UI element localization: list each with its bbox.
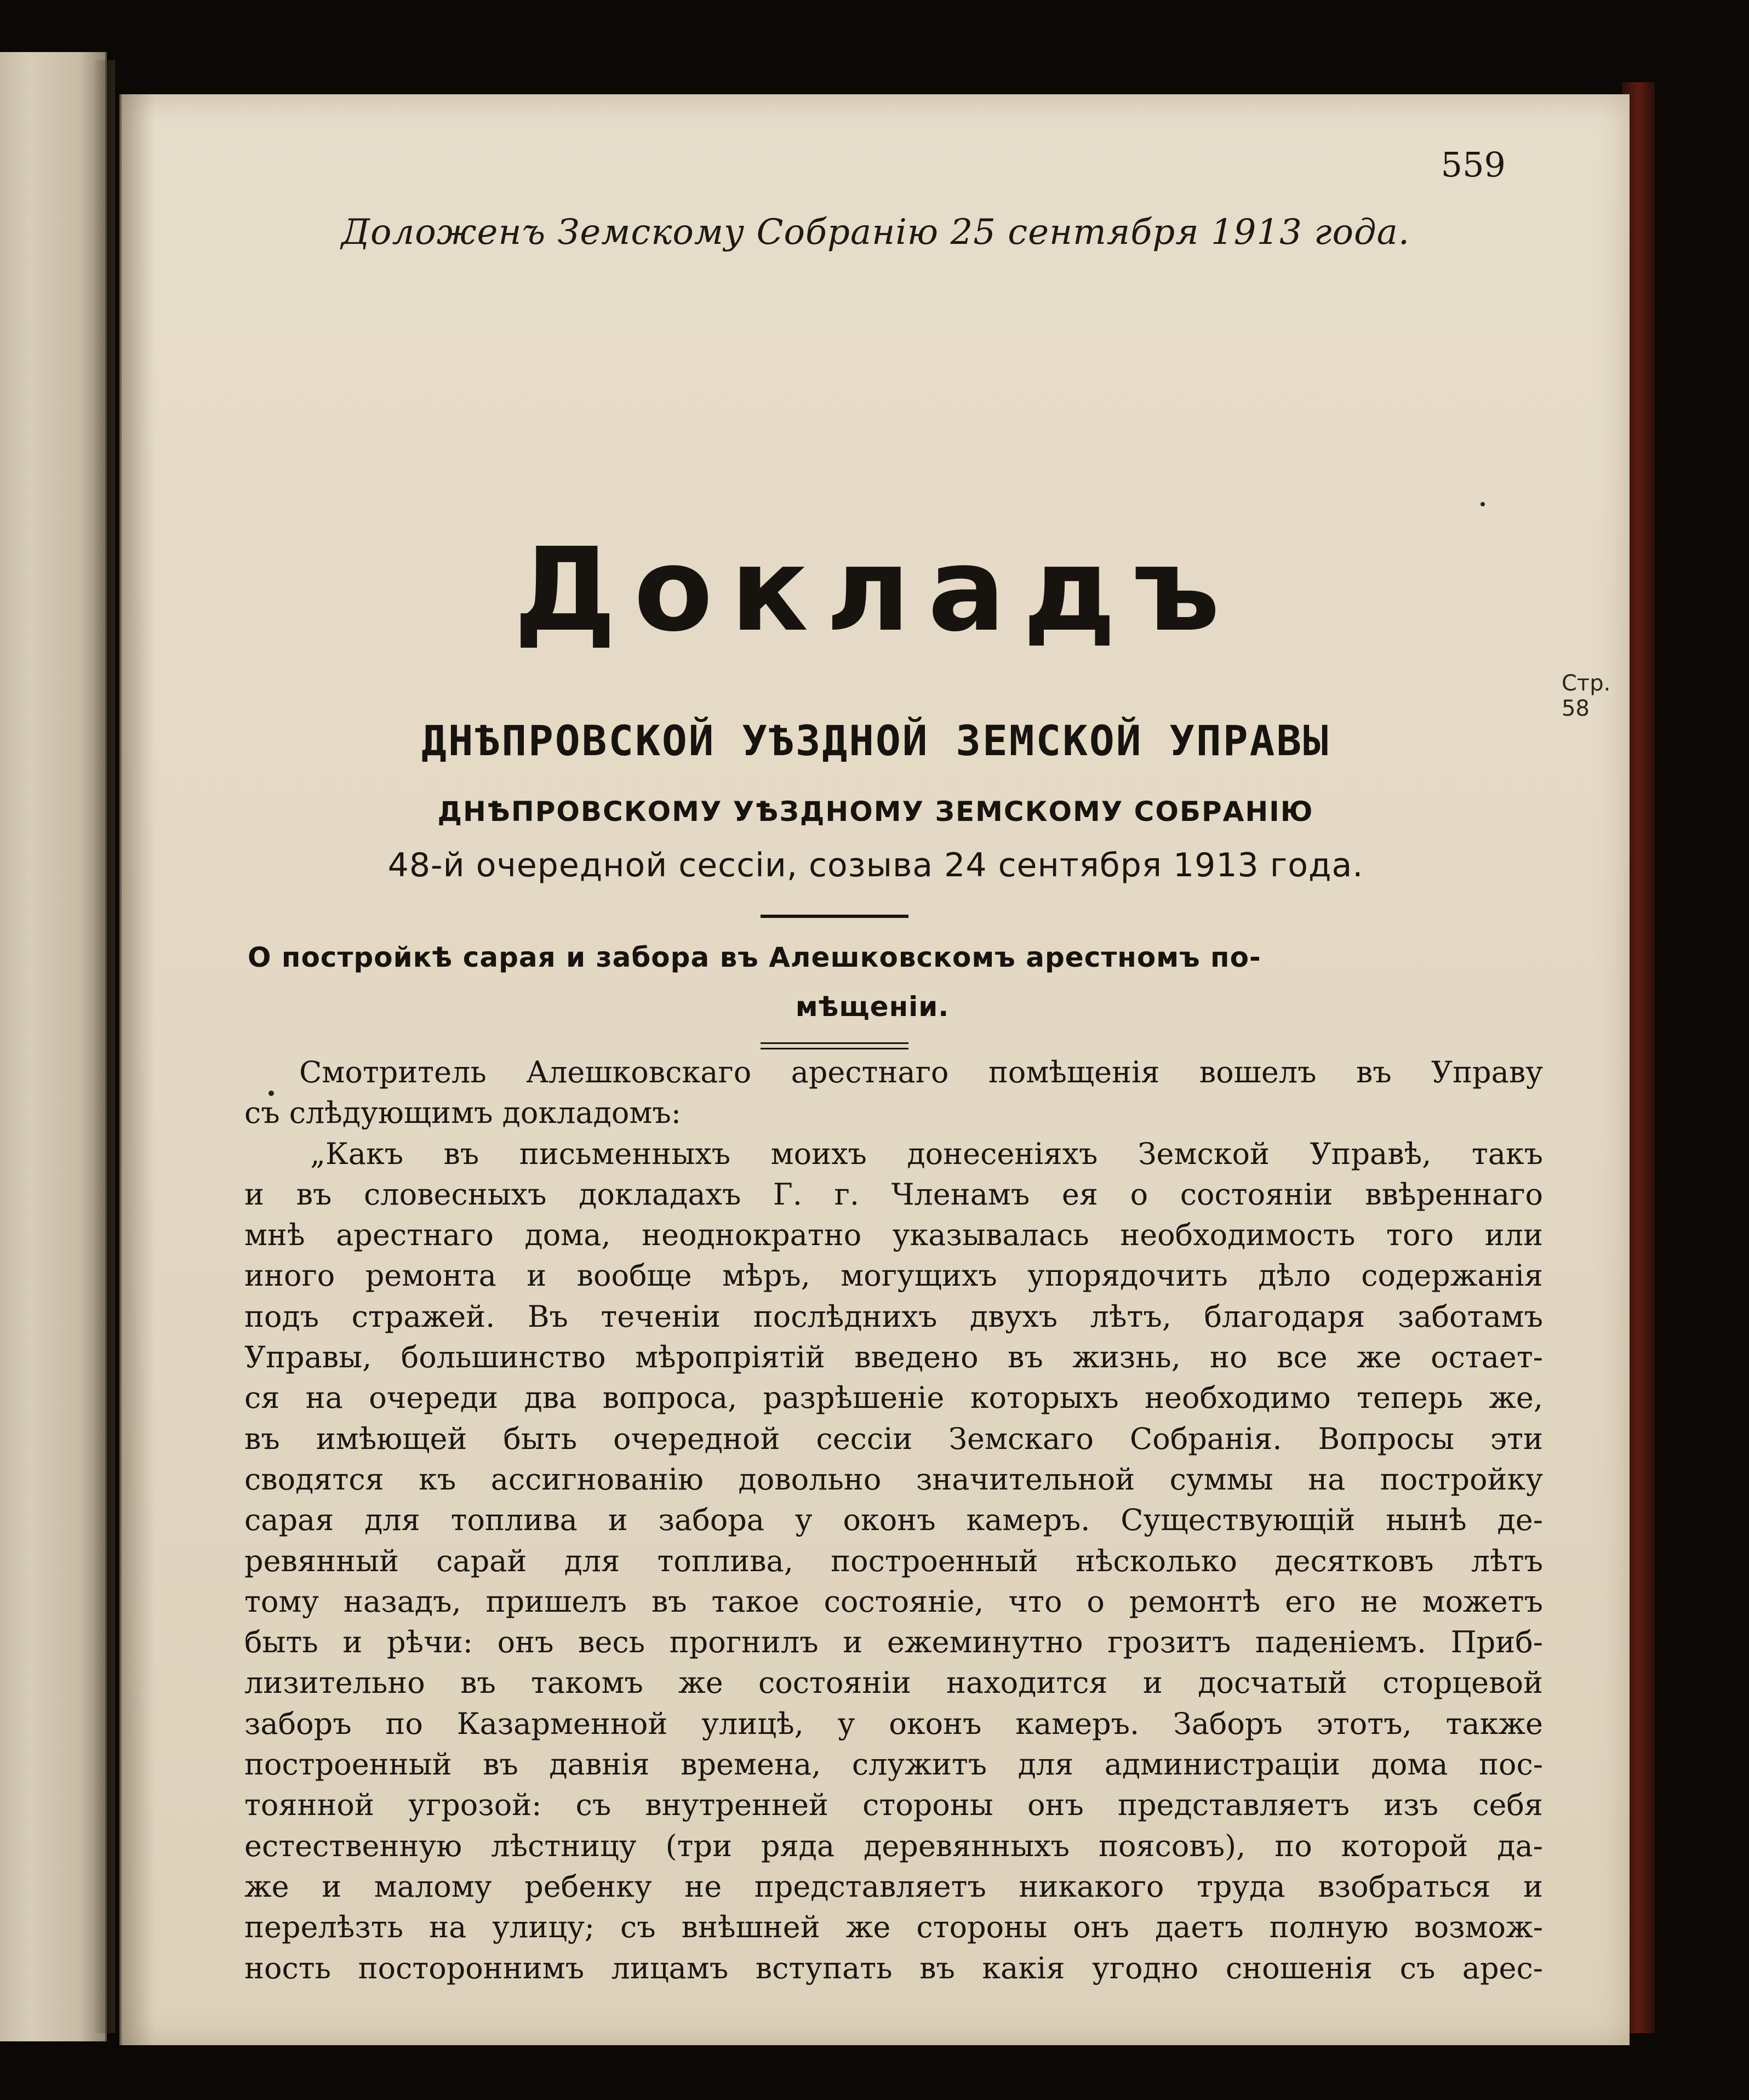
body-line: сарая для топлива и забора у оконъ камеръ. Существующій нынѣ де-	[244, 1503, 1543, 1538]
document-title: Докладъ	[513, 523, 1238, 657]
issuer-heading: ДНѢПРОВСКОЙ УѢЗДНОЙ ЗЕМСКОЙ УПРАВЫ	[421, 716, 1330, 765]
body-line: Управы, большинство мѣропріятій введено въ жизнь, но все же остает-	[244, 1340, 1543, 1375]
body-line: въ имѣющей быть очередной сессіи Земскаго Собранія. Вопросы эти	[244, 1421, 1543, 1456]
page-binding-shadow	[122, 94, 155, 2045]
body-line: „Какъ въ письменныхъ моихъ донесеніяхъ Земской Управѣ, такъ	[310, 1136, 1543, 1171]
body-line: мнѣ арестнаго дома, неоднократно указывалась необходимость того или	[244, 1218, 1543, 1253]
left-page-edge	[0, 52, 107, 2041]
body-line: тоянной угрозой: съ внутренней стороны онъ представляетъ изъ себя	[244, 1788, 1543, 1823]
body-line: съ слѣдующимъ докладомъ:	[244, 1095, 681, 1131]
body-line: подъ стражей. Въ теченіи послѣднихъ двухъ лѣтъ, благодаря заботамъ	[244, 1299, 1543, 1334]
body-line: построенный въ давнія времена, служитъ для администраціи дома пос-	[244, 1747, 1543, 1782]
subject-line-2: мѣщеніи.	[795, 991, 950, 1023]
divider-rule	[761, 915, 908, 918]
body-line: сводятся къ ассигнованію довольно значительной суммы на постройку	[244, 1462, 1543, 1497]
body-line: перелѣзть на улицу; съ внѣшней же стороны онъ даетъ полную возмож-	[244, 1910, 1543, 1945]
session-line: 48-й очередной сессіи, созыва 24 сентября 1913 года.	[387, 846, 1364, 884]
divider-rule-double-top	[761, 1042, 908, 1044]
divider-rule-double-bottom	[761, 1048, 908, 1049]
body-line: и въ словесныхъ докладахъ Г. г. Членамъ ея о состояніи ввѣреннаго	[244, 1177, 1543, 1212]
gutter-shadow	[93, 60, 115, 2033]
presented-note: Доложенъ Земскому Собранію 25 сентября 1913 года.	[341, 212, 1410, 253]
body-line: ревянный сарай для топлива, построенный нѣсколько десятковъ лѣтъ	[244, 1543, 1543, 1578]
addressee-heading: ДНѢПРОВСКОМУ УѢЗДНОМУ ЗЕМСКОМУ СОБРАНІЮ	[437, 796, 1314, 828]
subject-heading	[248, 933, 1530, 1031]
subject-line-1: О постройкѣ сарая и забора въ Алешковскомъ арестномъ по-	[248, 941, 1261, 973]
ink-mark	[1481, 502, 1485, 506]
page-number: 559	[1441, 145, 1506, 185]
body-line: иного ремонта и вообще мѣръ, могущихъ упорядочить дѣло содержанія	[244, 1258, 1543, 1293]
body-line: Смотритель Алешковскаго арестнаго помѣщенія вошелъ въ Управу	[299, 1055, 1543, 1089]
body-line: естественную лѣстницу (три ряда деревянныхъ поясовъ), по которой да-	[244, 1828, 1543, 1863]
body-line: быть и рѣчи: онъ весь прогнилъ и ежеминутно грозитъ паденіемъ. Приб-	[244, 1625, 1543, 1660]
report-body	[244, 1052, 1543, 1989]
body-line: лизительно въ такомъ же состояніи находится и досчатый сторцевой	[244, 1665, 1543, 1700]
body-line: тому назадъ, пришелъ въ такое состояніе, что о ремонтѣ его не можетъ	[244, 1584, 1543, 1619]
body-line: ность постороннимъ лицамъ вступать въ какія угодно сношенія съ арес-	[244, 1950, 1543, 1985]
body-line: заборъ по Казарменной улицѣ, у оконъ камеръ. Заборъ этотъ, также	[244, 1706, 1543, 1741]
body-line: же и малому ребенку не представляетъ никакого труда взобраться и	[244, 1869, 1543, 1904]
margin-note: Стр. 58	[1562, 671, 1611, 721]
document-page	[119, 94, 1630, 2045]
body-line: ся на очереди два вопроса, разрѣшеніе которыхъ необходимо теперь же,	[244, 1380, 1543, 1416]
